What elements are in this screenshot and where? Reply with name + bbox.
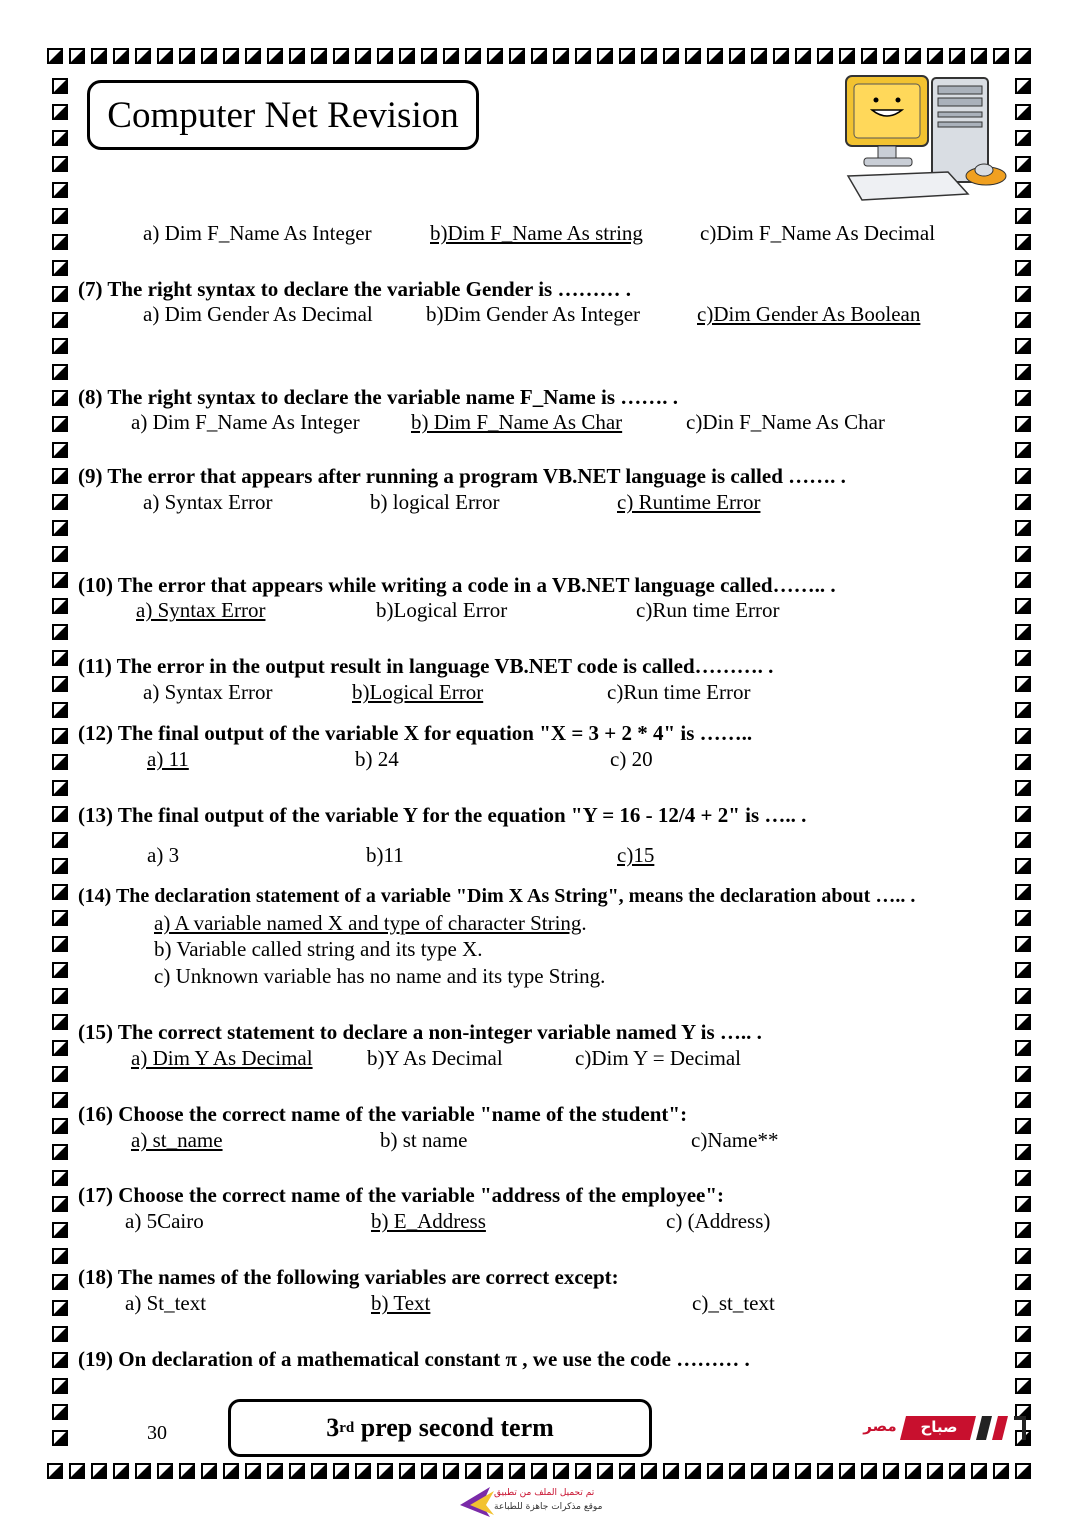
- top-border: [47, 48, 1033, 70]
- border-square: [69, 1463, 85, 1479]
- border-square: [91, 48, 107, 64]
- grade-term-box: [228, 1399, 652, 1457]
- border-square: [52, 78, 68, 94]
- border-square: [52, 208, 68, 224]
- border-square: [1015, 286, 1031, 302]
- border-square: [993, 1463, 1009, 1479]
- border-square: [52, 546, 68, 562]
- q15-option-c: c)Dim Y = Decimal: [575, 1046, 741, 1070]
- border-square: [1015, 312, 1031, 328]
- border-square: [1015, 1248, 1031, 1264]
- border-square: [883, 48, 899, 64]
- border-square: [52, 1092, 68, 1108]
- border-square: [421, 1463, 437, 1479]
- border-square: [421, 48, 437, 64]
- border-square: [1015, 338, 1031, 354]
- border-square: [52, 520, 68, 536]
- border-square: [52, 364, 68, 380]
- q10-option-a-answer: a) Syntax Error: [136, 598, 266, 622]
- border-square: [157, 1463, 173, 1479]
- border-square: [52, 234, 68, 250]
- border-square: [1015, 1014, 1031, 1030]
- border-square: [52, 1378, 68, 1394]
- border-square: [179, 1463, 195, 1479]
- border-square: [1015, 156, 1031, 172]
- border-square: [729, 1463, 745, 1479]
- border-square: [267, 1463, 283, 1479]
- border-square: [1015, 832, 1031, 848]
- border-square: [52, 962, 68, 978]
- border-square: [1015, 936, 1031, 952]
- border-square: [1015, 494, 1031, 510]
- border-square: [52, 832, 68, 848]
- q13-question: (13) The final output of the variable Y for the equation "Y = 16 - 12/4 + 2" is ….. .: [78, 803, 807, 827]
- border-square: [1015, 676, 1031, 692]
- border-square: [905, 48, 921, 64]
- border-square: [619, 48, 635, 64]
- q16-option-b: b) st name: [380, 1128, 468, 1152]
- border-square: [52, 806, 68, 822]
- border-square: [52, 1118, 68, 1134]
- border-square: [795, 48, 811, 64]
- border-square: [993, 48, 1009, 64]
- border-square: [52, 936, 68, 952]
- border-square: [52, 260, 68, 276]
- border-square: [575, 48, 591, 64]
- border-square: [52, 598, 68, 614]
- border-square: [52, 1040, 68, 1056]
- border-square: [377, 1463, 393, 1479]
- border-square: [1015, 1196, 1031, 1212]
- border-square: [1015, 104, 1031, 120]
- border-square: [52, 468, 68, 484]
- border-square: [289, 48, 305, 64]
- border-square: [817, 48, 833, 64]
- q12-option-a-answer: a) 11: [147, 747, 189, 771]
- border-square: [157, 48, 173, 64]
- border-square: [487, 48, 503, 64]
- border-square: [971, 48, 987, 64]
- border-square: [333, 1463, 349, 1479]
- q9-option-a: a) Syntax Error: [143, 490, 273, 514]
- border-square: [52, 1430, 68, 1446]
- border-square: [1015, 78, 1031, 94]
- border-square: [113, 48, 129, 64]
- border-square: [1015, 48, 1031, 64]
- border-square: [597, 48, 613, 64]
- border-square: [52, 1014, 68, 1030]
- border-square: [1015, 624, 1031, 640]
- border-square: [1015, 468, 1031, 484]
- border-square: [839, 48, 855, 64]
- border-square: [52, 1222, 68, 1238]
- border-square: [773, 1463, 789, 1479]
- border-square: [553, 48, 569, 64]
- border-square: [1015, 364, 1031, 380]
- border-square: [179, 48, 195, 64]
- q7-option-a: a) Dim Gender As Decimal: [143, 302, 373, 326]
- computer-mascot-icon: [838, 72, 1016, 204]
- border-square: [333, 48, 349, 64]
- q8-question: (8) The right syntax to declare the variable name F_Name is ……. .: [78, 385, 678, 409]
- q6-option-c: c)Dim F_Name As Decimal: [700, 221, 936, 245]
- border-square: [1015, 1066, 1031, 1082]
- q16-question: (16) Choose the correct name of the variable "name of the student":: [78, 1102, 688, 1126]
- border-square: [1015, 1118, 1031, 1134]
- border-square: [289, 1463, 305, 1479]
- q14-option-c: c) Unknown variable has no name and its type String.: [154, 964, 606, 988]
- border-square: [311, 1463, 327, 1479]
- q17-option-a: a) 5Cairo: [125, 1209, 204, 1233]
- border-square: [1015, 546, 1031, 562]
- q14-option-a: [154, 911, 587, 936]
- border-square: [201, 1463, 217, 1479]
- q9-option-c-answer: c) Runtime Error: [617, 490, 761, 514]
- border-square: [553, 1463, 569, 1479]
- border-square: [1015, 260, 1031, 276]
- page-title-box: [87, 80, 479, 150]
- q12-question: (12) The final output of the variable X for equation "X = 3 + 2 * 4" is ……..: [78, 721, 753, 745]
- page-title: Computer Net Revision: [107, 94, 459, 136]
- border-square: [443, 48, 459, 64]
- border-square: [52, 182, 68, 198]
- border-square: [1015, 390, 1031, 406]
- border-square: [52, 156, 68, 172]
- border-square: [465, 1463, 481, 1479]
- border-square: [927, 48, 943, 64]
- border-square: [707, 48, 723, 64]
- border-square: [52, 702, 68, 718]
- q11-option-a: a) Syntax Error: [143, 680, 273, 704]
- border-square: [355, 1463, 371, 1479]
- q13-option-c-answer: c)15: [617, 843, 655, 867]
- q14-option-b: b) Variable called string and its type X.: [154, 937, 483, 961]
- border-square: [399, 48, 415, 64]
- right-border: [1015, 78, 1037, 1458]
- q7-option-b: b)Dim Gender As Integer: [426, 302, 641, 326]
- border-square: [52, 754, 68, 770]
- q14-option-a-answer: a) A variable named X and type of character String: [154, 911, 582, 935]
- q18-option-c: c)_st_text: [692, 1291, 775, 1315]
- border-square: [531, 48, 547, 64]
- border-square: [1015, 728, 1031, 744]
- border-square: [1015, 572, 1031, 588]
- border-square: [883, 1463, 899, 1479]
- border-square: [47, 48, 63, 64]
- border-square: [839, 1463, 855, 1479]
- border-square: [1015, 884, 1031, 900]
- border-square: [443, 1463, 459, 1479]
- border-square: [52, 780, 68, 796]
- border-square: [1015, 1222, 1031, 1238]
- border-square: [52, 1144, 68, 1160]
- border-square: [52, 338, 68, 354]
- brand-side: مصر: [863, 1417, 897, 1435]
- app-site-note: موقع مذكرات جاهزة للطباعة: [494, 1502, 603, 1512]
- border-square: [52, 728, 68, 744]
- q9-question: (9) The error that appears after running a program VB.NET language is called ……. .: [78, 464, 846, 488]
- border-square: [663, 48, 679, 64]
- border-square: [52, 572, 68, 588]
- border-square: [1015, 130, 1031, 146]
- grade-term: prep second term: [354, 1413, 554, 1442]
- app-logo-icon: [456, 1485, 496, 1519]
- border-square: [597, 1463, 613, 1479]
- border-square: [52, 858, 68, 874]
- q18-option-a: a) St_text: [125, 1291, 207, 1315]
- q15-option-a-answer: a) Dim Y As Decimal: [131, 1046, 313, 1070]
- border-square: [927, 1463, 943, 1479]
- q8-option-b-answer: b) Dim F_Name As Char: [411, 410, 623, 434]
- border-square: [751, 1463, 767, 1479]
- border-square: [1015, 520, 1031, 536]
- border-square: [685, 1463, 701, 1479]
- border-square: [52, 494, 68, 510]
- border-square: [795, 1463, 811, 1479]
- q17-option-b-answer: b) E_Address: [371, 1209, 486, 1233]
- q17-question: (17) Choose the correct name of the variable "address of the employee":: [78, 1183, 724, 1207]
- border-square: [1015, 1040, 1031, 1056]
- q10-option-c: c)Run time Error: [636, 598, 780, 622]
- q13-option-b: b)11: [366, 843, 404, 867]
- q6-option-a: a) Dim F_Name As Integer: [143, 221, 372, 245]
- border-square: [465, 48, 481, 64]
- border-square: [575, 1463, 591, 1479]
- border-square: [52, 1352, 68, 1368]
- border-square: [52, 884, 68, 900]
- q16-option-a-answer: a) st_name: [131, 1128, 223, 1152]
- border-square: [52, 1404, 68, 1420]
- border-square: [52, 988, 68, 1004]
- border-square: [949, 48, 965, 64]
- border-square: [1015, 1274, 1031, 1290]
- border-square: [487, 1463, 503, 1479]
- q10-option-b: b)Logical Error: [376, 598, 508, 622]
- border-square: [311, 48, 327, 64]
- border-square: [1015, 598, 1031, 614]
- border-square: [861, 48, 877, 64]
- border-square: [245, 48, 261, 64]
- q15-question: (15) The correct statement to declare a non-integer variable named Y is ….. .: [78, 1020, 762, 1044]
- q6-option-b-answer: b)Dim F_Name As string: [430, 221, 643, 245]
- border-square: [817, 1463, 833, 1479]
- q11-question: (11) The error in the output result in language VB.NET code is called………. .: [78, 654, 774, 678]
- border-square: [1015, 208, 1031, 224]
- border-square: [685, 48, 701, 64]
- border-square: [135, 1463, 151, 1479]
- border-square: [641, 1463, 657, 1479]
- border-square: [861, 1463, 877, 1479]
- q7-question: (7) The right syntax to declare the variable Gender is ……… .: [78, 277, 631, 301]
- border-square: [1015, 1352, 1031, 1368]
- border-square: [773, 48, 789, 64]
- border-square: [267, 48, 283, 64]
- border-square: [52, 1326, 68, 1342]
- q18-option-b-answer: b) Text: [371, 1291, 431, 1315]
- border-square: [223, 48, 239, 64]
- q9-option-b: b) logical Error: [370, 490, 500, 514]
- q7-option-c-answer: c)Dim Gender As Boolean: [697, 302, 921, 326]
- q11-option-c: c)Run time Error: [607, 680, 751, 704]
- border-square: [113, 1463, 129, 1479]
- q8-option-c: c)Din F_Name As Char: [686, 410, 885, 434]
- border-square: [52, 676, 68, 692]
- border-square: [52, 1300, 68, 1316]
- border-square: [949, 1463, 965, 1479]
- border-square: [52, 312, 68, 328]
- border-square: [663, 1463, 679, 1479]
- border-square: [1015, 416, 1031, 432]
- border-square: [1015, 650, 1031, 666]
- border-square: [52, 1274, 68, 1290]
- bottom-border: [47, 1463, 1033, 1485]
- border-square: [52, 442, 68, 458]
- border-square: [619, 1463, 635, 1479]
- brand-name: صباح: [920, 1418, 958, 1436]
- border-square: [1015, 962, 1031, 978]
- border-square: [1015, 442, 1031, 458]
- q16-option-c: c)Name**: [691, 1128, 779, 1152]
- border-square: [52, 416, 68, 432]
- border-square: [47, 1463, 63, 1479]
- border-square: [52, 104, 68, 120]
- border-square: [1015, 1378, 1031, 1394]
- border-square: [1015, 1463, 1031, 1479]
- border-square: [223, 1463, 239, 1479]
- border-square: [729, 48, 745, 64]
- q17-option-c: c) (Address): [666, 1209, 771, 1233]
- border-square: [1015, 1300, 1031, 1316]
- border-square: [1015, 1092, 1031, 1108]
- border-square: [245, 1463, 261, 1479]
- q13-option-a: a) 3: [147, 843, 180, 867]
- border-square: [1015, 910, 1031, 926]
- border-square: [52, 130, 68, 146]
- border-square: [1015, 1326, 1031, 1342]
- border-square: [399, 1463, 415, 1479]
- border-square: [1015, 858, 1031, 874]
- q8-option-a: a) Dim F_Name As Integer: [131, 410, 360, 434]
- border-square: [52, 1196, 68, 1212]
- border-square: [971, 1463, 987, 1479]
- border-square: [1015, 182, 1031, 198]
- border-square: [1015, 780, 1031, 796]
- q18-question: (18) The names of the following variables are correct except:: [78, 1265, 619, 1289]
- border-square: [509, 1463, 525, 1479]
- border-square: [69, 48, 85, 64]
- border-square: [509, 48, 525, 64]
- border-square: [135, 48, 151, 64]
- border-square: [52, 390, 68, 406]
- border-square: [1015, 702, 1031, 718]
- border-square: [751, 48, 767, 64]
- border-square: [201, 48, 217, 64]
- q19-question: (19) On declaration of a mathematical constant π , we use the code ……… .: [78, 1347, 750, 1371]
- border-square: [1015, 1144, 1031, 1160]
- q14-question: (14) The declaration statement of a variable "Dim X As String", means the declaration about ….. .: [78, 885, 916, 907]
- border-square: [1015, 754, 1031, 770]
- q12-option-c: c) 20: [610, 747, 653, 771]
- page-number: 30: [147, 1422, 167, 1444]
- border-square: [52, 1248, 68, 1264]
- q11-option-b-answer: b)Logical Error: [352, 680, 484, 704]
- q15-option-b: b)Y As Decimal: [367, 1046, 503, 1070]
- border-square: [531, 1463, 547, 1479]
- border-square: [52, 286, 68, 302]
- border-square: [52, 1170, 68, 1186]
- border-square: [355, 48, 371, 64]
- border-square: [1015, 234, 1031, 250]
- border-square: [1015, 988, 1031, 1004]
- border-square: [52, 910, 68, 926]
- app-download-note: تم تحميل الملف من تطبيق: [494, 1488, 595, 1498]
- border-square: [1015, 806, 1031, 822]
- border-square: [377, 48, 393, 64]
- border-square: [1015, 1170, 1031, 1186]
- border-square: [52, 1066, 68, 1082]
- border-square: [641, 48, 657, 64]
- grade-ordinal: rd: [339, 1419, 355, 1436]
- border-square: [707, 1463, 723, 1479]
- q14-option-a-period: .: [581, 911, 587, 935]
- left-border: [52, 78, 74, 1458]
- q10-question: (10) The error that appears while writing a code in a VB.NET language called…….. .: [78, 573, 836, 597]
- border-square: [905, 1463, 921, 1479]
- border-square: [52, 624, 68, 640]
- border-square: [91, 1463, 107, 1479]
- grade-number: 3: [326, 1413, 340, 1442]
- q12-option-b: b) 24: [355, 747, 399, 771]
- border-square: [52, 650, 68, 666]
